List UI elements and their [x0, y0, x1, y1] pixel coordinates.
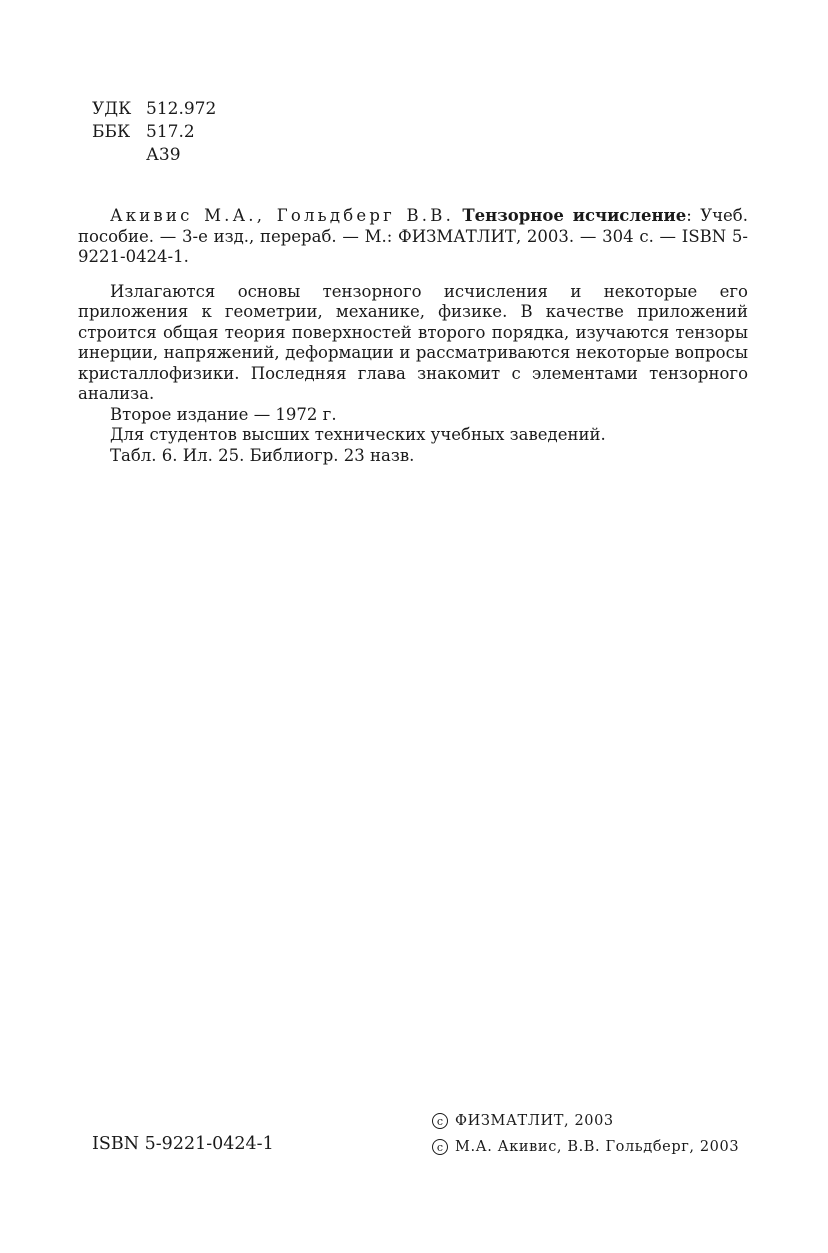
isbn-footer: ISBN 5-9221-0424-1	[92, 1134, 274, 1154]
record-line3: ISBN 5-9221-0424-1.	[78, 226, 748, 266]
author-code: А39	[146, 145, 181, 165]
previous-edition: Второе издание — 1972 г.	[110, 404, 337, 424]
copyright-icon: c	[432, 1113, 448, 1129]
bibliographic-record	[78, 206, 748, 268]
authors: Акивис М.А., Гольдберг В.В.	[110, 206, 455, 225]
record-line2: пособие. — 3-е изд., перераб. — М.: ФИЗМАТЛИТ, 2003. — 304 с. —	[78, 226, 677, 246]
bbk-label: ББК	[92, 122, 131, 142]
copyright-publisher-row	[432, 1108, 739, 1134]
bbk-row	[92, 121, 216, 144]
bibliographic-block	[78, 206, 748, 466]
record-line1-rest: : Учеб.	[686, 206, 748, 225]
copyright-authors-row	[432, 1134, 739, 1160]
udc-value: 512.972	[146, 99, 217, 119]
copyright-authors: М.А. Акивис, В.В. Гольдберг, 2003	[455, 1139, 740, 1155]
udc-label: УДК	[92, 99, 132, 119]
classification-block	[92, 98, 216, 167]
stats-text: Табл. 6. Ил. 25. Библиогр. 23 назв.	[110, 445, 415, 465]
abstract-text: Излагаются основы тензорного исчисления и некоторые его приложения к геометрии, механике, физике. В качестве приложений строится общая теория поверхностей второго порядка, изучаются тензоры инерции, напряжений, деформации и рассматриваются некоторые вопросы кристаллофизики. Последняя глава знакомит с элементами тензорного анализа.	[78, 281, 748, 403]
author-code-row	[92, 144, 216, 167]
copyright-publisher: ФИЗМАТЛИТ, 2003	[455, 1113, 614, 1129]
audience-text: Для студентов высших технических учебных заведений.	[110, 425, 606, 444]
book-title: Тензорное исчисление	[462, 206, 687, 225]
udc-row	[92, 98, 216, 121]
annotation-block	[78, 282, 748, 467]
bbk-value: 517.2	[146, 122, 195, 142]
copyright-icon: c	[432, 1139, 448, 1155]
copyright-block	[432, 1108, 739, 1160]
